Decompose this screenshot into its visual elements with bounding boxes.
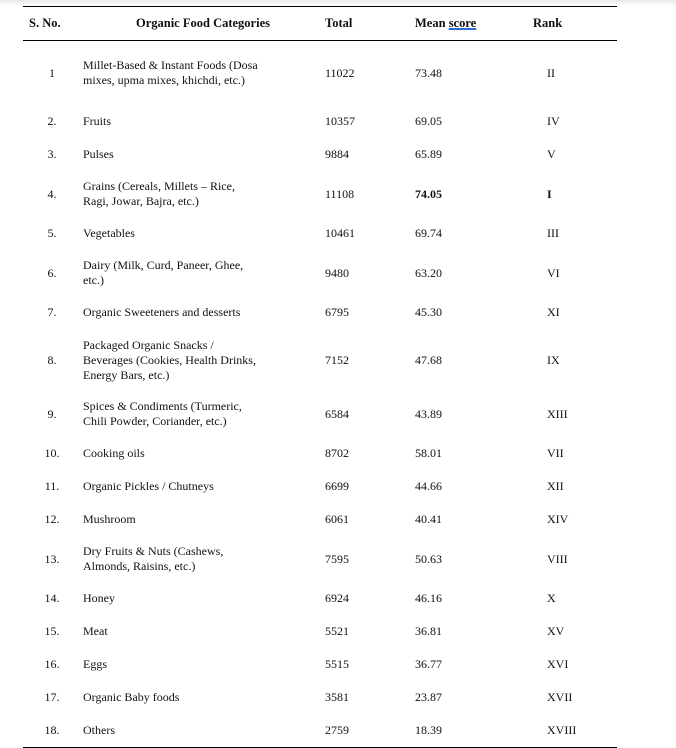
table-row bbox=[23, 536, 617, 582]
cell-sno: 17. bbox=[44, 690, 60, 704]
category-line: Grains (Cereals, Millets – Rice, bbox=[83, 179, 235, 193]
header-category: Organic Food Categories bbox=[135, 16, 270, 30]
table-row bbox=[23, 615, 617, 648]
category-line: Fruits bbox=[83, 114, 112, 128]
cell-sno: 7. bbox=[47, 305, 57, 319]
table-row bbox=[23, 681, 617, 714]
category-line: Vegetables bbox=[83, 226, 135, 240]
cell-category bbox=[81, 105, 325, 138]
category-line: Dairy (Milk, Curd, Paneer, Ghee, bbox=[83, 258, 244, 272]
cell-rank: XVIII bbox=[547, 723, 577, 737]
table-row bbox=[23, 41, 617, 106]
cell-rank: X bbox=[547, 591, 556, 605]
cell-rank: XVI bbox=[547, 657, 569, 671]
table-row bbox=[23, 470, 617, 503]
header-mean-score bbox=[415, 7, 505, 41]
cell-total: 5515 bbox=[325, 657, 349, 671]
cell-rank: VIII bbox=[547, 551, 568, 566]
cell-sno: 15. bbox=[44, 624, 60, 638]
header-rank: Rank bbox=[533, 16, 563, 30]
category-line: Pulses bbox=[83, 147, 114, 161]
cell-sno: 1 bbox=[49, 65, 55, 80]
cell-mean: 43.89 bbox=[415, 406, 442, 421]
table-row bbox=[23, 171, 617, 217]
cell-category bbox=[81, 296, 325, 329]
header-sno: S. No. bbox=[29, 16, 61, 30]
cell-mean: 50.63 bbox=[415, 551, 442, 566]
table-row bbox=[23, 217, 617, 250]
cell-category bbox=[81, 171, 325, 217]
cell-category bbox=[81, 470, 325, 503]
cell-mean: 58.01 bbox=[415, 446, 442, 460]
table-row bbox=[23, 250, 617, 296]
cell-total: 9480 bbox=[325, 265, 349, 280]
cell-sno: 12. bbox=[44, 512, 60, 526]
cell-sno: 4. bbox=[47, 186, 57, 201]
category-line: Packaged Organic Snacks / bbox=[83, 337, 214, 352]
cell-sno: 14. bbox=[44, 591, 60, 605]
cell-rank: IV bbox=[547, 114, 560, 128]
cell-total: 6924 bbox=[325, 591, 349, 605]
category-line: Beverages (Cookies, Health Drinks, bbox=[83, 352, 256, 367]
cell-mean: 44.66 bbox=[415, 479, 442, 493]
cell-total: 6584 bbox=[325, 406, 349, 421]
cell-rank: XV bbox=[547, 624, 565, 638]
cell-category bbox=[81, 41, 325, 106]
cell-total: 7152 bbox=[325, 352, 349, 367]
category-line: Dry Fruits & Nuts (Cashews, bbox=[83, 544, 224, 558]
category-line: Chili Powder, Coriander, etc.) bbox=[83, 414, 227, 428]
cell-mean: 63.20 bbox=[415, 265, 442, 280]
cell-sno: 13. bbox=[44, 551, 60, 566]
cell-total: 6795 bbox=[325, 305, 349, 319]
table-row bbox=[23, 648, 617, 681]
cell-category bbox=[81, 714, 325, 748]
cell-category bbox=[81, 648, 325, 681]
cell-sno: 16. bbox=[44, 657, 60, 671]
cell-mean: 73.48 bbox=[415, 65, 442, 80]
header-total: Total bbox=[325, 16, 353, 30]
cell-sno: 18. bbox=[44, 723, 60, 737]
cell-rank: XI bbox=[547, 305, 560, 319]
cell-rank: XII bbox=[547, 479, 564, 493]
header-mean-prefix: Mean bbox=[415, 16, 449, 30]
category-line: Eggs bbox=[83, 657, 107, 671]
cell-total: 11022 bbox=[325, 65, 355, 80]
table-row bbox=[23, 138, 617, 171]
cell-rank: VI bbox=[547, 265, 560, 280]
cell-total: 8702 bbox=[325, 446, 349, 460]
cell-rank: IX bbox=[547, 352, 560, 367]
cell-rank: VII bbox=[547, 446, 564, 460]
category-line: Meat bbox=[83, 624, 108, 638]
category-line: Organic Baby foods bbox=[83, 690, 180, 704]
cell-sno: 11. bbox=[44, 479, 60, 493]
cell-rank: V bbox=[547, 147, 556, 161]
cell-category bbox=[81, 582, 325, 615]
cell-total: 3581 bbox=[325, 690, 349, 704]
category-line: mixes, upma mixes, khichdi, etc.) bbox=[83, 73, 245, 87]
cell-mean: 69.05 bbox=[415, 114, 442, 128]
table-row bbox=[23, 503, 617, 536]
cell-rank: III bbox=[547, 226, 559, 240]
table-body bbox=[23, 41, 617, 748]
category-line: Almonds, Raisins, etc.) bbox=[83, 559, 196, 573]
category-line: Spices & Condiments (Turmeric, bbox=[83, 399, 242, 413]
cell-category bbox=[81, 536, 325, 582]
cell-sno: 8. bbox=[47, 352, 57, 367]
category-line: Organic Pickles / Chutneys bbox=[83, 479, 214, 493]
cell-mean: 36.77 bbox=[415, 657, 442, 671]
cell-rank: XIV bbox=[547, 512, 569, 526]
cell-category bbox=[81, 329, 325, 391]
table-row bbox=[23, 391, 617, 437]
cell-mean: 23.87 bbox=[415, 690, 442, 704]
table-header-row bbox=[23, 7, 617, 41]
cell-mean: 65.89 bbox=[415, 147, 442, 161]
cell-category bbox=[81, 391, 325, 437]
cell-total: 10357 bbox=[325, 114, 355, 128]
table-row bbox=[23, 714, 617, 748]
cell-rank: XVII bbox=[547, 690, 573, 704]
cell-category bbox=[81, 503, 325, 536]
cell-mean: 45.30 bbox=[415, 305, 442, 319]
cell-rank: XIII bbox=[547, 406, 568, 421]
cell-total: 9884 bbox=[325, 147, 349, 161]
category-line: Energy Bars, etc.) bbox=[83, 367, 170, 382]
cell-category bbox=[81, 615, 325, 648]
cell-sno: 9. bbox=[47, 406, 57, 421]
cell-mean: 36.81 bbox=[415, 624, 442, 638]
cell-category bbox=[81, 217, 325, 250]
cell-mean: 46.16 bbox=[415, 591, 442, 605]
cell-rank: II bbox=[547, 65, 555, 80]
cell-sno: 5. bbox=[47, 226, 57, 240]
cell-total: 10461 bbox=[325, 226, 355, 240]
cell-rank: I bbox=[547, 186, 552, 201]
cell-category bbox=[81, 681, 325, 714]
category-line: Mushroom bbox=[83, 512, 136, 526]
cell-total: 6699 bbox=[325, 479, 349, 493]
category-line: Ragi, Jowar, Bajra, etc.) bbox=[83, 194, 199, 208]
table-row bbox=[23, 296, 617, 329]
category-line: Honey bbox=[83, 591, 115, 605]
cell-total: 7595 bbox=[325, 551, 349, 566]
cell-total: 2759 bbox=[325, 723, 349, 737]
cell-total: 6061 bbox=[325, 512, 349, 526]
cell-category bbox=[81, 138, 325, 171]
cell-category bbox=[81, 437, 325, 470]
category-line: etc.) bbox=[83, 273, 104, 287]
table-row bbox=[23, 329, 617, 391]
cell-mean: 18.39 bbox=[415, 723, 442, 737]
cell-total: 5521 bbox=[325, 624, 349, 638]
table-row bbox=[23, 437, 617, 470]
cell-mean: 74.05 bbox=[415, 186, 442, 201]
cell-sno: 2. bbox=[47, 114, 57, 128]
cell-total: 11108 bbox=[325, 186, 355, 201]
table-row bbox=[23, 105, 617, 138]
cell-sno: 10. bbox=[44, 446, 60, 460]
cell-sno: 6. bbox=[47, 265, 57, 280]
cell-mean: 69.74 bbox=[415, 226, 442, 240]
category-line: Others bbox=[83, 723, 115, 737]
category-line: Cooking oils bbox=[83, 446, 145, 460]
category-line: Millet-Based & Instant Foods (Dosa bbox=[83, 58, 258, 72]
organic-food-ranking-table bbox=[23, 6, 617, 748]
table-row bbox=[23, 582, 617, 615]
header-mean-score-spellcheck: score bbox=[448, 16, 477, 30]
category-line: Organic Sweeteners and desserts bbox=[83, 305, 241, 319]
cell-mean: 47.68 bbox=[415, 352, 442, 367]
cell-mean: 40.41 bbox=[415, 512, 442, 526]
cell-sno: 3. bbox=[47, 147, 57, 161]
cell-category bbox=[81, 250, 325, 296]
